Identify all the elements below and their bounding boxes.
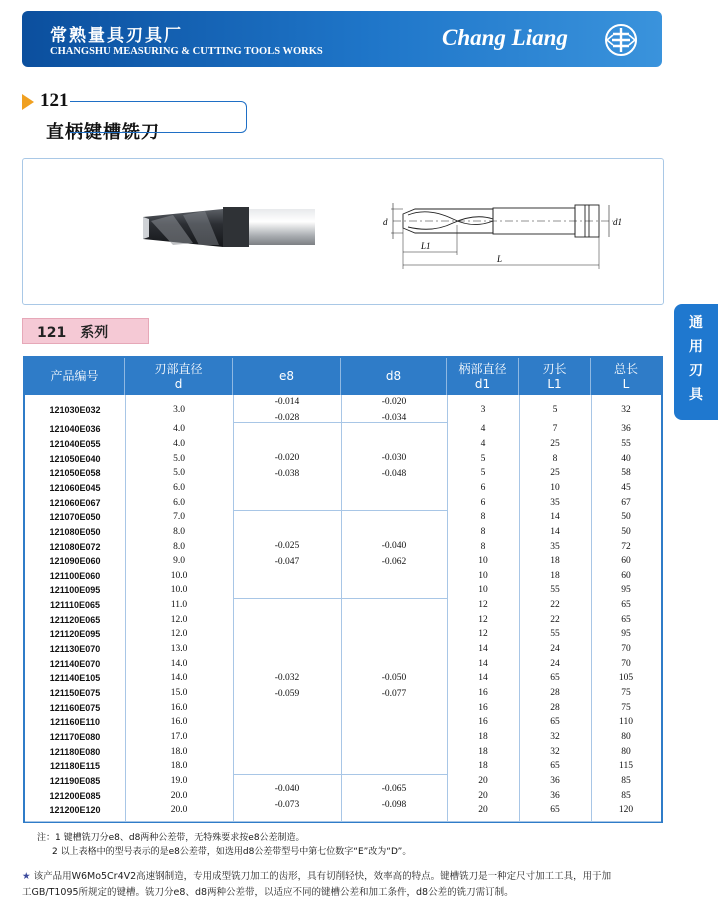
cell-d: 14.0 [170,673,188,684]
cell-L: 115 [619,761,633,772]
cell-L: 36 [621,424,631,435]
cell-d: 18.0 [170,746,188,757]
cell-d: 10.0 [170,585,188,596]
spec-table [23,356,663,857]
product-illustration-panel [22,158,664,305]
tolerance-e8 [233,781,341,813]
cell-L: 67 [621,497,631,508]
tolerance-e8-lower: -0.038 [274,468,300,479]
cell-code: 121080E050 [49,526,101,537]
cell-code: 121180E080 [49,746,101,757]
cell-L1: 8 [552,453,558,464]
cell-L1: 65 [550,673,560,684]
cell-L1: 35 [550,541,560,552]
dim-label-d: d [383,217,388,227]
cell-L1: 10 [550,482,560,493]
cell-L: 70 [621,658,631,669]
cell-d: 6.0 [173,482,185,493]
cell-L1: 22 [550,600,560,611]
cell-L1: 55 [550,629,560,640]
cell-d: 20.0 [170,790,188,801]
cell-d1: 10 [478,556,488,567]
footer-line-2: 工GB/T1095所规定的键槽。铣刀分e8、d8两种公差带，以适应不同的键槽公差和加工条件，d8公差的铣刀需订制。 [22,887,514,898]
cell-L: 80 [621,746,631,757]
tolerance-d8-upper: -0.020 [381,397,407,407]
cell-code: 121200E085 [49,790,101,801]
cell-code: 121050E040 [49,453,101,464]
tolerance-group-divider [233,598,447,599]
tolerance-d8-upper: -0.050 [381,672,407,683]
tolerance-d8-upper: -0.040 [381,540,407,551]
cell-d1: 10 [478,585,488,596]
tolerance-e8-lower: -0.059 [274,688,300,699]
cell-d: 3.0 [173,405,185,415]
cell-L: 85 [621,790,631,801]
cell-code: 121200E120 [49,805,101,816]
cell-d1: 14 [478,658,488,669]
cell-L1: 7 [552,424,558,435]
cell-L: 50 [621,512,631,523]
cell-L1: 65 [550,805,560,816]
product-name: 直柄键槽铣刀 [46,122,160,143]
col-header-e8: e8 [233,358,341,395]
cell-L: 110 [619,717,633,728]
tolerance-e8-upper: -0.025 [274,540,300,551]
cell-code: 121100E095 [49,585,101,596]
cell-d1: 6 [480,497,486,508]
brand-logo-icon [604,23,638,57]
footer-line-1: ★ 该产品用W6Mo5Cr4V2高速钢制造，专用成型铣刀加工的齿形，具有切削轻快，效率高的特点。键槽铣刀是一种定尺寸加工工具，用于加 [22,871,612,882]
cell-code: 121070E050 [49,512,101,523]
tolerance-group-divider [233,774,447,775]
cell-L: 95 [621,629,631,640]
title-bracket [70,101,247,133]
cell-L: 45 [621,482,631,493]
tolerance-d8 [341,538,447,570]
company-name-en: CHANGSHU MEASURING & CUTTING TOOLS WORKS [50,46,323,57]
star-icon: ★ [22,871,31,882]
tolerance-e8-upper: -0.032 [274,672,300,683]
tolerance-d8 [341,781,447,813]
cell-L: 40 [621,453,631,464]
cell-code: 121120E095 [49,629,101,640]
tolerance-e8-lower: -0.028 [274,413,300,423]
col-header-L: 总长 L [613,361,638,391]
tolerance-d8-lower: -0.077 [381,688,407,699]
brand-name: Chang Liang [442,25,568,50]
cell-code: 121150E075 [49,688,101,699]
cell-d1: 20 [478,805,488,816]
cell-d1: 18 [478,761,488,772]
cell-d1: 16 [478,688,488,699]
tolerance-group-divider [233,422,447,423]
cell-d: 8.0 [173,541,185,552]
side-tab-char: 用 [689,339,703,355]
cell-d1: 10 [478,570,488,581]
side-tab-char: 具 [689,387,703,403]
cell-L1: 28 [550,702,560,713]
cell-code: 121100E060 [49,570,101,581]
col-header-L1: 刃长 L1 [519,358,591,395]
table-note-1: 注：1 键槽铣刀分e8、d8两种公差带，无特殊要求按e8公差制造。 [37,833,305,843]
cell-d1: 16 [478,717,488,728]
cell-L1: 5 [552,405,558,415]
table-bottom-line [25,821,661,822]
tolerance-d8 [341,450,447,482]
cell-L1: 55 [550,585,560,596]
table-note-2: 2 以上表格中的型号表示的是e8公差带，如选用d8公差带型号中第七位数字“E”改为“D”。 [52,847,412,857]
cell-code: 121030E032 [49,405,101,415]
cell-L: 105 [618,673,634,684]
product-code: 121 [40,90,69,111]
cell-L1: 18 [550,556,560,567]
tolerance-e8 [233,670,341,702]
cell-L: 70 [621,644,631,655]
cell-L1: 36 [550,775,560,786]
cell-code: 121180E115 [49,761,101,772]
cell-code: 121080E072 [49,541,101,552]
cell-L1: 18 [550,570,560,581]
cell-d: 4.0 [173,424,185,435]
cell-code: 121160E075 [49,702,101,713]
cell-L: 85 [621,775,631,786]
cell-L1: 24 [550,644,560,655]
cell-d1: 14 [478,673,488,684]
cell-d: 9.0 [173,556,185,567]
cell-code: 121090E060 [49,556,101,567]
cell-d1: 8 [480,512,486,523]
col-header-code: 产品编号 [25,358,125,395]
cell-L1: 22 [550,614,560,625]
cell-L1: 36 [550,790,560,801]
cell-d: 12.0 [170,614,188,625]
cell-L: 32 [621,405,631,415]
cell-d: 20.0 [170,805,188,816]
cell-code: 121160E110 [49,717,101,728]
cell-code: 121170E080 [49,731,101,742]
product-illustration [23,159,663,304]
cell-d: 5.0 [173,468,185,479]
cell-d: 4.0 [173,438,185,449]
cell-d: 16.0 [170,717,188,728]
cell-L1: 25 [550,468,560,479]
cell-L1: 32 [550,731,560,742]
cell-d: 18.0 [170,761,188,772]
cell-d1: 20 [478,775,488,786]
tolerance-d8-lower: -0.098 [381,800,407,811]
col-header-d: 刃部直径 d [125,358,233,395]
cell-code: 121140E070 [49,658,101,669]
side-tab-char: 刃 [689,363,703,379]
cell-d: 6.0 [173,497,185,508]
cell-L1: 65 [550,717,560,728]
cell-L1: 14 [550,526,560,537]
cell-L1: 28 [550,688,560,699]
cell-d1: 12 [478,600,488,611]
tolerance-e8-upper: -0.020 [274,452,300,463]
cell-L1: 32 [550,746,560,757]
cell-L: 120 [618,805,634,816]
dim-label-L: L [497,254,503,264]
cell-d1: 20 [478,790,488,801]
cell-d1: 18 [478,746,488,757]
cell-d1: 18 [478,731,488,742]
tolerance-e8-lower: -0.047 [274,556,300,567]
tolerance-d8-lower: -0.062 [381,556,407,567]
cell-d1: 4 [480,438,486,449]
cell-code: 121110E065 [49,600,101,611]
cell-code: 121040E055 [49,438,101,449]
cell-d: 17.0 [170,731,188,742]
cell-code: 121060E045 [49,482,101,493]
cell-d1: 5 [480,468,486,479]
title-arrow-icon [22,94,34,110]
dim-label-L1: L1 [421,241,431,251]
cell-code: 121060E067 [49,497,101,508]
cell-d1: 16 [478,702,488,713]
cell-code: 121040E036 [49,424,101,435]
cell-d: 8.0 [173,526,185,537]
cell-d: 11.0 [170,600,188,611]
cell-L: 75 [621,688,631,699]
side-category-tab [674,304,718,420]
cell-code: 121120E065 [49,614,101,625]
cell-L1: 35 [550,497,560,508]
cell-L: 72 [621,541,631,552]
cell-d: 14.0 [170,658,188,669]
cell-d1: 4 [480,424,486,435]
cell-d1: 8 [480,526,486,537]
cell-L: 60 [621,556,631,567]
series-label-box [22,318,149,344]
cell-L: 60 [621,570,631,581]
tolerance-e8-upper: -0.014 [274,397,300,407]
cell-L: 75 [621,702,631,713]
cell-L1: 24 [550,658,560,669]
tolerance-d8-upper: -0.065 [381,784,407,795]
cell-L: 80 [621,731,631,742]
tolerance-d8-lower: -0.034 [381,413,407,423]
header-banner [22,11,662,67]
cell-code: 121140E105 [49,673,101,684]
cell-d: 5.0 [173,453,185,464]
cell-d: 15.0 [170,688,188,699]
side-tab-char: 通 [689,315,703,331]
dim-label-d1: d1 [613,217,622,227]
cell-L: 95 [621,585,631,596]
cell-code: 121130E070 [49,644,101,655]
tolerance-e8-lower: -0.073 [274,800,300,811]
tolerance-e8-upper: -0.040 [274,784,300,795]
cell-d1: 8 [480,541,486,552]
cell-code: 121190E085 [49,775,101,786]
tolerance-d8-upper: -0.030 [381,452,407,463]
cell-d1: 12 [478,629,488,640]
col-header-d8: d8 [341,358,447,395]
cell-code: 121050E058 [49,468,101,479]
series-label: 121 系列 [37,325,109,341]
cell-d: 7.0 [173,512,185,523]
cell-d: 10.0 [170,570,188,581]
tolerance-d8-lower: -0.048 [381,468,407,479]
cell-L: 55 [621,438,631,449]
tolerance-e8 [233,450,341,482]
col-header-d1: 柄部直径 d1 [447,358,519,395]
cell-L: 65 [621,614,631,625]
cell-d: 16.0 [170,702,188,713]
cell-d: 19.0 [170,775,188,786]
cell-L: 50 [621,526,631,537]
cell-d1: 5 [480,453,486,464]
cell-d: 12.0 [170,629,188,640]
cell-L1: 14 [550,512,560,523]
cell-L1: 65 [550,761,560,772]
cell-L: 58 [621,468,631,479]
cell-d1: 12 [478,614,488,625]
cell-d1: 3 [480,405,486,415]
table-header [25,358,661,395]
cutter-photo [143,207,315,247]
tolerance-e8 [233,538,341,570]
cell-d: 13.0 [170,644,188,655]
tolerance-d8 [341,670,447,702]
cell-d1: 14 [478,644,488,655]
cell-L: 65 [621,600,631,611]
company-name-cn: 常熟量具刃具厂 [50,26,183,46]
cell-d1: 6 [480,482,486,493]
tolerance-group-divider [233,510,447,511]
cell-L1: 25 [550,438,560,449]
